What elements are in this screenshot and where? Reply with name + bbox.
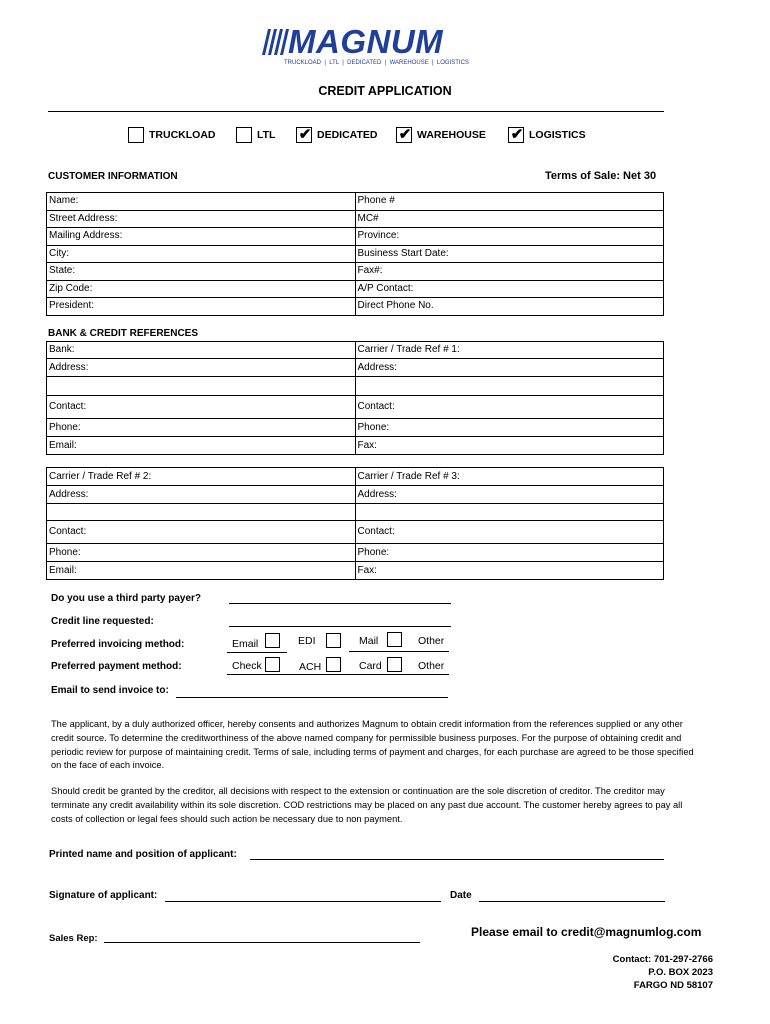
credit-line-label: Credit line requested: bbox=[51, 616, 154, 627]
table-row bbox=[47, 228, 664, 246]
form-field-cell[interactable]: Direct Phone No. bbox=[355, 298, 664, 316]
form-field-cell[interactable]: MC# bbox=[355, 210, 664, 228]
form-field-cell[interactable]: Contact: bbox=[47, 396, 356, 419]
table-row bbox=[47, 210, 664, 228]
form-field-cell[interactable]: Carrier / Trade Ref # 2: bbox=[47, 468, 356, 486]
table-row bbox=[47, 437, 664, 455]
email-invoice-answer-line[interactable] bbox=[176, 697, 448, 698]
form-field-cell[interactable]: Address: bbox=[355, 359, 664, 377]
sales-rep-line[interactable] bbox=[104, 942, 420, 943]
invoice-mail-line bbox=[349, 651, 449, 652]
form-field-cell[interactable] bbox=[47, 504, 356, 521]
contact-phone: Contact: 701-297-2766 bbox=[612, 954, 713, 965]
payment-method-label: Preferred payment method: bbox=[51, 661, 182, 672]
invoice-option-mail-label: Mail bbox=[359, 635, 379, 647]
table-row bbox=[47, 419, 664, 437]
credit-line-answer-line[interactable] bbox=[229, 626, 451, 627]
payment-option-ach-checkbox[interactable] bbox=[326, 657, 341, 672]
table-row bbox=[47, 468, 664, 486]
contact-city: FARGO ND 58107 bbox=[633, 980, 713, 991]
credit-terms-paragraph: Should credit be granted by the creditor, all decisions with respect to the extension or continuation are the sole discretion of creditor. The creditor may terminate any credit availability within its sole discretion. COD restrictions may be placed on any past due account. The customer hereby agrees to pay all costs of collection or legal fees should such action be necessary due to non payment. bbox=[51, 786, 683, 824]
payment-option-check-checkbox[interactable] bbox=[265, 657, 280, 672]
service-truckload-checkbox[interactable] bbox=[128, 127, 144, 143]
table-row bbox=[47, 504, 664, 521]
form-field-cell[interactable]: Contact: bbox=[355, 396, 664, 419]
form-field-cell[interactable]: Email: bbox=[47, 562, 356, 580]
invoice-option-mail-checkbox[interactable] bbox=[387, 632, 402, 647]
table-row bbox=[47, 359, 664, 377]
table-row bbox=[47, 486, 664, 504]
date-label: Date bbox=[450, 890, 472, 901]
third-party-answer-line[interactable] bbox=[229, 603, 451, 604]
form-field-cell[interactable]: Phone: bbox=[355, 419, 664, 437]
invoicing-method-label: Preferred invoicing method: bbox=[51, 639, 185, 650]
date-line[interactable] bbox=[479, 901, 665, 902]
table-row bbox=[47, 280, 664, 298]
terms-of-sale: Terms of Sale: Net 30 bbox=[545, 170, 657, 182]
title-divider bbox=[48, 111, 664, 112]
service-ltl-label: LTL bbox=[257, 129, 276, 141]
service-dedicated-checkbox[interactable] bbox=[296, 127, 312, 143]
form-field-cell[interactable]: Street Address: bbox=[47, 210, 356, 228]
service-warehouse-label: WAREHOUSE bbox=[417, 129, 486, 141]
check-mark-icon: ✔ bbox=[398, 126, 412, 143]
customer-info-heading: CUSTOMER INFORMATION bbox=[48, 171, 178, 182]
invoice-option-edi-label: EDI bbox=[298, 635, 316, 647]
bank-credit-heading: BANK & CREDIT REFERENCES bbox=[48, 328, 199, 339]
table-row bbox=[47, 396, 664, 419]
service-logistics-label: LOGISTICS bbox=[529, 129, 586, 141]
check-mark-icon: ✔ bbox=[298, 126, 312, 143]
third-party-question: Do you use a third party payer? bbox=[51, 593, 202, 604]
table-row bbox=[47, 562, 664, 580]
email-invoice-label: Email to send invoice to: bbox=[51, 685, 169, 696]
form-field-cell[interactable]: Zip Code: bbox=[47, 280, 356, 298]
form-field-cell[interactable]: President: bbox=[47, 298, 356, 316]
printed-name-label: Printed name and position of applicant: bbox=[49, 849, 237, 860]
form-field-cell[interactable]: A/P Contact: bbox=[355, 280, 664, 298]
payment-option-card-label: Card bbox=[359, 660, 382, 672]
form-field-cell[interactable]: Address: bbox=[47, 486, 356, 504]
payment-option-check-label: Check bbox=[232, 660, 262, 672]
form-field-cell[interactable]: Mailing Address: bbox=[47, 228, 356, 246]
form-field-cell[interactable]: Email: bbox=[47, 437, 356, 455]
payment-option-card-checkbox[interactable] bbox=[387, 657, 402, 672]
form-field-cell[interactable]: Phone: bbox=[355, 544, 664, 562]
service-dedicated-label: DEDICATED bbox=[317, 129, 378, 141]
form-field-cell[interactable] bbox=[47, 377, 356, 396]
signature-label: Signature of applicant: bbox=[49, 890, 158, 901]
logo bbox=[262, 23, 502, 70]
invoice-option-edi-checkbox[interactable] bbox=[326, 633, 341, 648]
form-field-cell[interactable]: Address: bbox=[47, 359, 356, 377]
form-field-cell[interactable]: Contact: bbox=[355, 521, 664, 544]
form-field-cell[interactable]: Phone # bbox=[355, 193, 664, 211]
table-row bbox=[47, 521, 664, 544]
table-row bbox=[47, 342, 664, 359]
invoice-email-line bbox=[227, 652, 287, 653]
invoice-option-email-checkbox[interactable] bbox=[265, 633, 280, 648]
payment-options-line bbox=[227, 674, 449, 675]
form-field-cell[interactable]: State: bbox=[47, 263, 356, 281]
form-field-cell[interactable]: Bank: bbox=[47, 342, 356, 359]
printed-name-line[interactable] bbox=[250, 859, 664, 860]
form-field-cell[interactable]: Fax#: bbox=[355, 263, 664, 281]
sales-rep-label: Sales Rep: bbox=[49, 933, 98, 944]
form-field-cell[interactable]: Name: bbox=[47, 193, 356, 211]
table-row bbox=[47, 377, 664, 396]
form-field-cell[interactable]: City: bbox=[47, 245, 356, 263]
form-field-cell[interactable]: Fax: bbox=[355, 437, 664, 455]
check-mark-icon: ✔ bbox=[510, 126, 524, 143]
page-title: CREDIT APPLICATION bbox=[318, 84, 452, 98]
form-field-cell[interactable] bbox=[355, 504, 664, 521]
table-row bbox=[47, 193, 664, 211]
invoice-option-email-label: Email bbox=[232, 638, 259, 650]
form-field-cell[interactable]: Province: bbox=[355, 228, 664, 246]
logo-tagline: TRUCKLOAD | LTL | DEDICATED | WAREHOUSE | LOGISTICS bbox=[284, 60, 469, 66]
service-logistics-checkbox[interactable] bbox=[508, 127, 524, 143]
form-field-cell[interactable]: Address: bbox=[355, 486, 664, 504]
form-field-cell[interactable]: Carrier / Trade Ref # 3: bbox=[355, 468, 664, 486]
form-field-cell[interactable]: Fax: bbox=[355, 562, 664, 580]
email-instruction: Please email to credit@magnumlog.com bbox=[471, 925, 702, 939]
customer-info-table bbox=[46, 192, 664, 316]
table-row bbox=[47, 263, 664, 281]
table-row bbox=[47, 245, 664, 263]
form-field-cell[interactable]: Phone: bbox=[47, 544, 356, 562]
form-field-cell[interactable]: Phone: bbox=[47, 419, 356, 437]
table-row bbox=[47, 544, 664, 562]
form-field-cell[interactable]: Carrier / Trade Ref # 1: bbox=[355, 342, 664, 359]
consent-paragraph: The applicant, by a duly authorized officer, hereby consents and authorizes Magnum to obtain credit information from the references supplied or any other credit source. To determine the creditworthiness of the above named company for permissible business purposes. For the purpose of obtaining credit and periodic review for purpose of maintaining credit. Terms of sale, including terms of payment and charges, for each purchase are agreed to be those specified on the face of each invoice. bbox=[51, 719, 694, 771]
signature-line[interactable] bbox=[165, 901, 441, 902]
form-field-cell[interactable]: Contact: bbox=[47, 521, 356, 544]
bank-references-table-1 bbox=[46, 341, 664, 455]
logo-wordmark: MAGNUM bbox=[288, 23, 444, 60]
service-warehouse-checkbox[interactable] bbox=[396, 127, 412, 143]
contact-block bbox=[513, 953, 713, 992]
bank-references-table-2 bbox=[46, 467, 664, 580]
form-field-cell[interactable]: Business Start Date: bbox=[355, 245, 664, 263]
payment-option-other-label: Other bbox=[418, 660, 445, 672]
service-truckload-label: TRUCKLOAD bbox=[149, 129, 216, 141]
form-field-cell[interactable] bbox=[355, 377, 664, 396]
payment-option-ach-label: ACH bbox=[299, 661, 322, 673]
invoice-option-other-label: Other bbox=[418, 635, 445, 647]
table-row bbox=[47, 298, 664, 316]
service-ltl-checkbox[interactable] bbox=[236, 127, 252, 143]
contact-po-box: P.O. BOX 2023 bbox=[648, 967, 713, 978]
